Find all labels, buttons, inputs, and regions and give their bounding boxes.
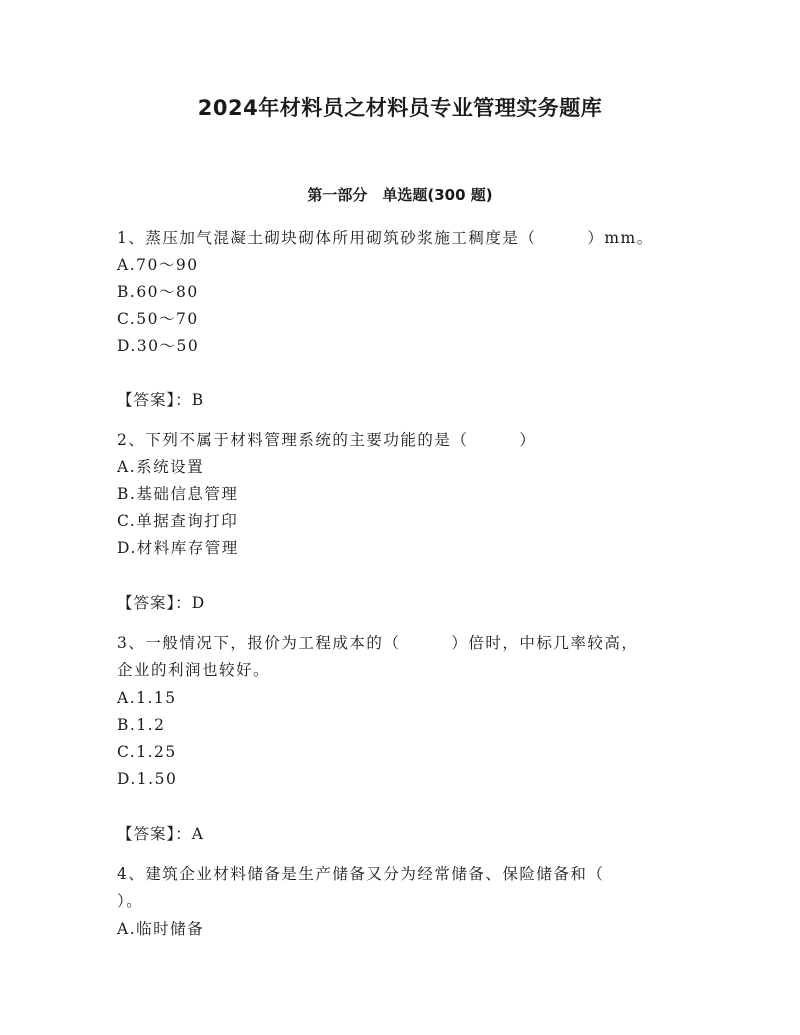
section-title: 第一部分 单选题(300 题) — [307, 186, 493, 204]
question-1-option-a: A.70～90 — [117, 256, 199, 274]
question-1-stem: 1、蒸压加气混凝土砌块砌体所用砌筑砂浆施工稠度是（ ）mm。 — [117, 229, 654, 247]
question-2-option-b: B.基础信息管理 — [117, 485, 239, 503]
question-4-option-a: A.临时储备 — [117, 920, 205, 938]
question-3-stem-line-1: 3、一般情况下，报价为工程成本的（ ）倍时，中标几率较高， — [117, 634, 639, 652]
question-3-answer: 【答案】：A — [117, 825, 204, 843]
question-3-stem-line-2: 企业的利润也较好。 — [117, 661, 271, 679]
document-title: 2024年材料员之材料员专业管理实务题库 — [197, 96, 603, 120]
question-1-option-c: C.50～70 — [117, 310, 199, 328]
question-2-stem: 2、下列不属于材料管理系统的主要功能的是（ ） — [117, 431, 537, 449]
question-3-option-c: C.1.25 — [117, 743, 177, 761]
question-2-option-d: D.材料库存管理 — [117, 539, 239, 557]
question-2-option-c: C.单据查询打印 — [117, 512, 239, 530]
question-2-option-a: A.系统设置 — [117, 458, 205, 476]
question-1-option-d: D.30～50 — [117, 337, 200, 355]
question-3-option-a: A.1.15 — [117, 689, 177, 707]
question-4-stem-line-1: 4、建筑企业材料储备是生产储备又分为经常储备、保险储备和（ — [117, 865, 605, 883]
question-3-option-d: D.1.50 — [117, 770, 178, 788]
question-4-stem-line-2: ）。 — [117, 892, 144, 910]
question-2-answer: 【答案】：D — [117, 594, 206, 612]
question-3-option-b: B.1.2 — [117, 716, 166, 734]
question-1-option-b: B.60～80 — [117, 283, 199, 301]
question-1-answer: 【答案】：B — [117, 391, 205, 409]
